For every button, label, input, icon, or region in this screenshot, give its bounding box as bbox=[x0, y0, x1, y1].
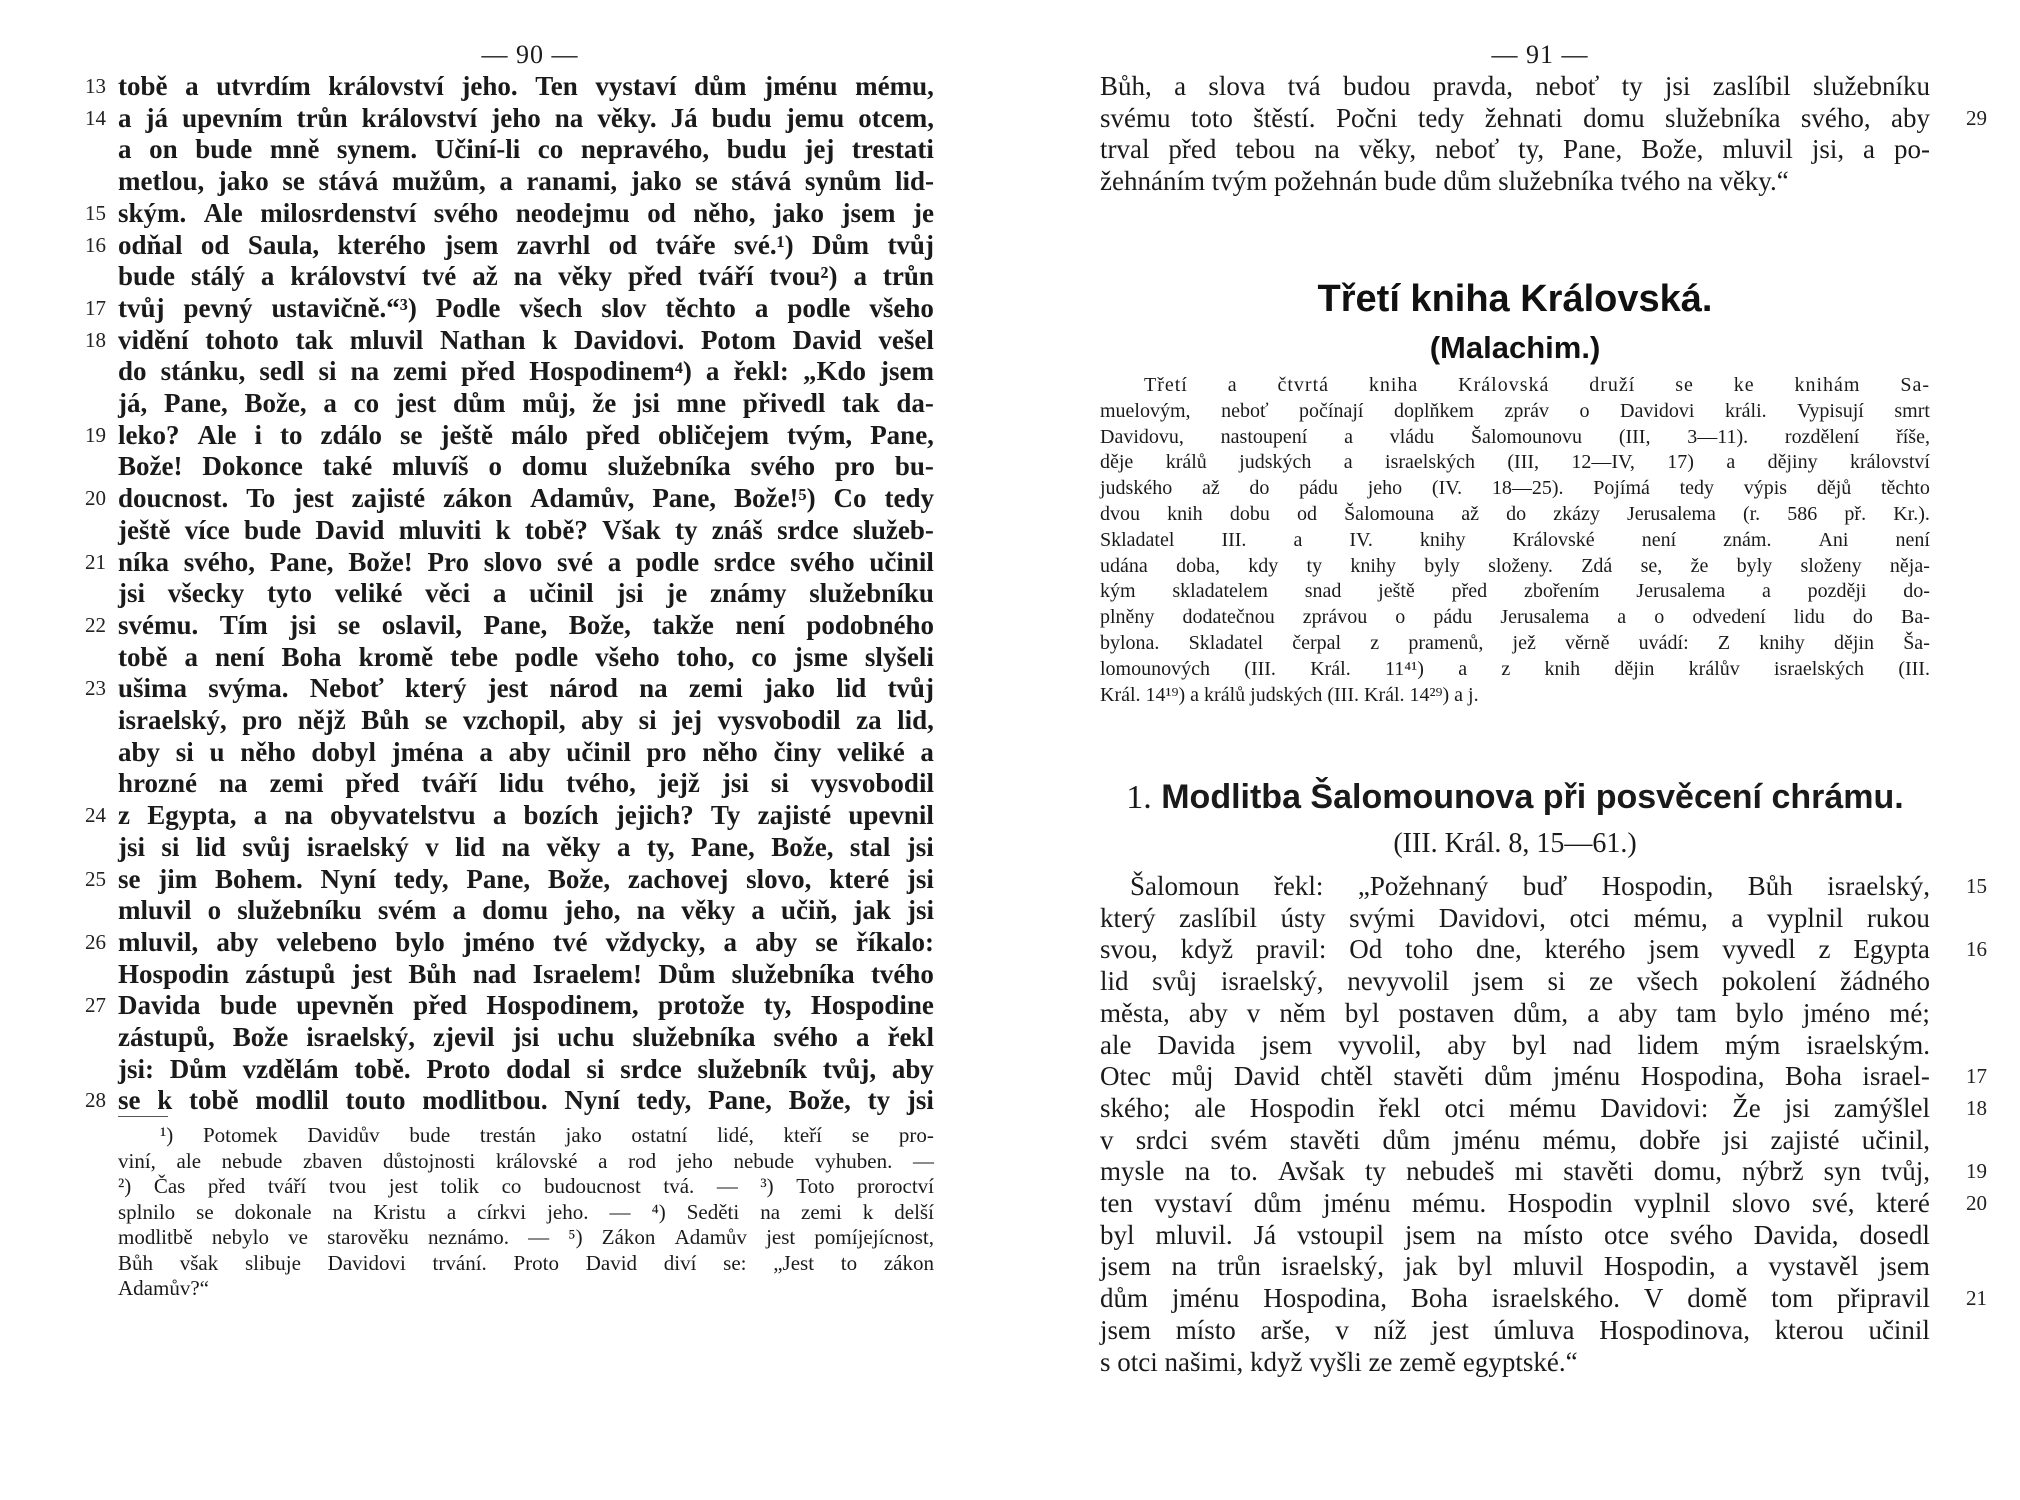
text-line: dům jménu Hospodina, Boha israelského. V domě tom připravil bbox=[1100, 1283, 1930, 1314]
text-line: který zaslíbil ústy svými Davidovi, otci mému, a vyplnil rukou bbox=[1100, 902, 1930, 933]
verse-number: 21 bbox=[1966, 1286, 1987, 1311]
book-title: Třetí kniha Královská. bbox=[1317, 278, 1713, 320]
text-line: města, aby v něm byl postaven dům, a aby tam bylo jméno mé; bbox=[1100, 997, 1930, 1028]
footnote-line: modlitbě nebylo ve starověku neznámo. — ⁵) Zákon Adamův jest pomíjejícnost, bbox=[118, 1225, 934, 1249]
text-line: israelský, pro nějž Bůh se vzchopil, aby si jej vysvobodil za lid, bbox=[118, 705, 934, 735]
verse-number: 28 bbox=[85, 1088, 106, 1113]
section-number: 1. bbox=[1126, 779, 1152, 816]
intro-line: judského až do pádu jeho (IV. 18—25). Pojímá tedy výpis dějů těchto bbox=[1100, 477, 1930, 500]
verse-number: 22 bbox=[85, 612, 106, 637]
text-line: Davida bude upevněn před Hospodinem, protože ty, Hospodine bbox=[118, 990, 934, 1021]
text-line: svému toto štěstí. Počni tedy žehnati domu služebníka svého, aby bbox=[1100, 102, 1930, 133]
text-line: jsem na trůn israelský, jak byl mluvil Hospodin, a vystavěl jsem bbox=[1100, 1251, 1930, 1282]
intro-line: Král. 14¹⁹) a králů judských (III. Král. 14²⁹) a j. bbox=[1100, 683, 1479, 706]
text-line: tobě a utvrdím království jeho. Ten vystaví dům jménu mému, bbox=[118, 71, 934, 101]
text-line: v srdci svém stavěti dům jménu mému, dobře jsi zajisté učinil, bbox=[1100, 1124, 1930, 1155]
footnote-line: ²) Čas před tváří tvou jest tolik co budoucnost tvá. — ³) Toto proroctví bbox=[118, 1174, 934, 1198]
text-line: žehnáním tvým požehnán bude dům služebníka tvého na věky.“ bbox=[1100, 166, 1789, 197]
text-line: mluvil o služebníku svém a domu jeho, na věky a učiň, jak jsi bbox=[118, 895, 934, 926]
text-line: ského; ale Hospodin řekl otci mému Davidovi: Že jsi zamýšlel bbox=[1100, 1092, 1930, 1123]
verse-number: 25 bbox=[85, 866, 106, 891]
footnote-line: ¹) Potomek Davidův bude trestán jako ostatní lidé, kteří se pro- bbox=[160, 1123, 934, 1147]
page-number: — 90 — bbox=[481, 40, 579, 69]
text-line: jsi: Dům vzdělám tobě. Proto dodal si srdce služebník tvůj, aby bbox=[118, 1053, 934, 1084]
text-line: ale Davida jsem vyvolil, aby byl nad lidem mým israelským. bbox=[1100, 1029, 1930, 1060]
intro-line: děje králů judských a israelských (III, 12—IV, 17) a dějiny království bbox=[1100, 451, 1930, 474]
footnote-line: viní, ale nebude zbaven důstojnosti královské a rod jeho nebude vyhuben. — bbox=[118, 1148, 934, 1173]
text-line: s otci našimi, když vyšli ze země egyptské.“ bbox=[1100, 1346, 1578, 1377]
section-title bbox=[1100, 778, 1930, 817]
intro-line: dvou knih dobu od Šalomouna až do zkázy Jerusalema (r. 586 př. Kr.). bbox=[1100, 503, 1930, 525]
text-line: ušima svýma. Neboť který jest národ na zemi jako lid tvůj bbox=[118, 673, 934, 704]
book-subtitle: (Malachim.) bbox=[1429, 330, 1601, 365]
intro-line: Davidovu, nastoupení a vládu Šalomounovu (III, 3—11). rozdělení říše, bbox=[1100, 425, 1930, 448]
verse-number: 19 bbox=[85, 422, 106, 447]
intro-line: lomounových (III. Král. 11⁴¹) a z knih dějin králův israelských (III. bbox=[1100, 657, 1930, 680]
text-line: Šalomoun řekl: „Požehnaný buď Hospodin, Bůh israelský, bbox=[1130, 871, 1930, 901]
text-line: a já upevním trůn království jeho na věky. Já budu jemu otcem, bbox=[118, 102, 934, 133]
text-line: se jim Bohem. Nyní tedy, Pane, Bože, zachovej slovo, které jsi bbox=[118, 863, 934, 894]
footnote-line: Bůh však slibuje Davidovi trvání. Proto David diví se: „Jest to zákon bbox=[118, 1250, 934, 1275]
footnote-divider bbox=[118, 1116, 168, 1117]
verse-number: 26 bbox=[85, 929, 106, 954]
text-line: tobě a není Boha kromě tebe podle všeho toho, co jsme slyšeli bbox=[118, 641, 934, 672]
right-page bbox=[1020, 0, 2020, 1500]
verse-number: 14 bbox=[85, 105, 106, 130]
verse-number: 18 bbox=[1966, 1095, 1987, 1120]
verse-number: 16 bbox=[85, 232, 106, 257]
text-line: jsi si lid svůj israelský v lid na věky a ty, Pane, Bože, stal jsi bbox=[118, 831, 934, 862]
text-line: trval před tebou na věky, neboť ty, Pane, Bože, mluvil jsi, a po- bbox=[1100, 134, 1930, 165]
text-line: ten vystaví dům jménu mému. Hospodin vyplnil slovo své, které bbox=[1100, 1188, 1930, 1218]
verse-number: 15 bbox=[1966, 874, 1987, 898]
text-line: a on bude mně synem. Učiní-li co nepravého, budu jej trestati bbox=[118, 134, 934, 165]
text-line: bude stálý a království tvé až na věky před tváří tvou²) a trůn bbox=[118, 261, 934, 292]
footnote-line: Adamův?“ bbox=[118, 1276, 209, 1300]
text-line: aby si u něho dobyl jména a aby učinil pro něho činy veliké a bbox=[118, 736, 934, 767]
text-line: Hospodin zástupů jest Bůh nad Israelem! Dům služebníka tvého bbox=[118, 958, 934, 989]
text-line: z Egypta, a na obyvatelstvu a bozích jejich? Ty zajisté upevnil bbox=[118, 800, 934, 831]
text-line: do stánku, sedl si na zemi před Hospodinem⁴) a řekl: „Kdo jsem bbox=[118, 356, 934, 387]
verse-number: 21 bbox=[85, 549, 106, 574]
verse-number: 15 bbox=[85, 200, 106, 225]
verse-number: 17 bbox=[1966, 1064, 1987, 1089]
text-line: hrozné na zemi před tváří lidu tvého, jejž jsi si vysvobodil bbox=[118, 768, 934, 799]
text-line: jsem místo arše, v níž jest úmluva Hospodinova, kterou učinil bbox=[1100, 1314, 1930, 1345]
text-line: jsi všecky tyto veliké věci a učinil jsi je známy služebníku bbox=[118, 578, 934, 609]
text-line: ským. Ale milosrdenství svého neodejmu od něho, jako jsem je bbox=[118, 197, 934, 228]
intro-line: Skladatel III. a IV. knihy Královské není znám. Ani není bbox=[1100, 528, 1930, 551]
text-line: doucnost. To jest zajisté zákon Adamův, Pane, Bože!⁵) Co tedy bbox=[118, 483, 934, 514]
text-line: zástupů, Bože israelský, zjevil jsi uchu služebníka svého a řekl bbox=[118, 1022, 934, 1052]
footnote-line: splnilo se dokonale na Kristu a církvi jeho. — ⁴) Seděti na zemi k delší bbox=[118, 1199, 934, 1224]
page-number: — 91 — bbox=[1491, 40, 1589, 69]
verse-number: 17 bbox=[85, 295, 106, 320]
verse-number: 19 bbox=[1966, 1159, 1987, 1184]
intro-line: kým skladatelem snad ještě před zbořením Jerusalema a později do- bbox=[1100, 580, 1930, 603]
text-line: níka svého, Pane, Bože! Pro slovo své a podle srdce svého učinil bbox=[118, 546, 934, 577]
text-line: mysle na to. Avšak ty nebudeš mi stavěti domu, nýbrž syn tvůj, bbox=[1100, 1156, 1930, 1187]
text-line: svému. Tím jsi se oslavil, Pane, Bože, takže není podobného bbox=[118, 609, 934, 640]
left-page bbox=[0, 0, 1000, 1500]
verse-number: 18 bbox=[85, 327, 106, 352]
text-line: já, Pane, Bože, a co jest dům můj, že jsi mne přivedl tak da- bbox=[118, 388, 934, 418]
section-title-text: Modlitba Šalomounova při posvěcení chrámu. bbox=[1161, 778, 1904, 816]
verse-number: 20 bbox=[1966, 1191, 1987, 1215]
text-line: byl mluvil. Já vstoupil jsem na místo otce svého Davida, dosedl bbox=[1100, 1219, 1930, 1250]
intro-line: muelovým, neboť počínají doplňkem zpráv o Davidovi králi. Vypisují smrt bbox=[1100, 399, 1930, 422]
text-line: leko? Ale i to zdálo se ještě málo před obličejem tvým, Pane, bbox=[118, 419, 934, 450]
intro-line: Třetí a čtvrtá kniha Královská druží se ke knihám Sa- bbox=[1144, 374, 1930, 396]
text-line: Otec můj David chtěl stavěti dům jménu Hospodina, Boha israel- bbox=[1100, 1061, 1930, 1092]
verse-number: 23 bbox=[85, 676, 106, 701]
text-line: tvůj pevný ustavičně.“³) Podle všech slov těchto a podle všeho bbox=[118, 292, 934, 323]
intro-line: udána doba, kdy ty knihy byly složeny. Zdá se, že byly složeny něja- bbox=[1100, 554, 1930, 577]
verse-number: 20 bbox=[85, 486, 106, 511]
text-line: odňal od Saula, kterého jsem zavrhl od tváře své.¹) Dům tvůj bbox=[118, 229, 934, 260]
text-line: Bože! Dokonce také mluvíš o domu služebníka svého pro bu- bbox=[118, 451, 934, 482]
verse-number: 16 bbox=[1966, 937, 1987, 962]
verse-number: 27 bbox=[85, 993, 106, 1018]
intro-line: plněny dodatečnou zprávou o pádu Jerusalema a o odvedení lidu do Ba- bbox=[1100, 606, 1930, 629]
text-line: metlou, jako se stává mužům, a ranami, jako se stává synům lid- bbox=[118, 166, 934, 197]
text-line: ještě více bude David mluviti k tobě? Však ty znáš srdce služeb- bbox=[118, 514, 934, 545]
text-line: se k tobě modlil touto modlitbou. Nyní tedy, Pane, Bože, ty jsi bbox=[118, 1085, 934, 1116]
text-line: vidění tohoto tak mluvil Nathan k Davidovi. Potom David vešel bbox=[118, 324, 934, 355]
intro-line: bylona. Skladatel čerpal z pramenů, jež věrně uvádí: Z knihy dějin Ša- bbox=[1100, 632, 1930, 654]
section-reference: (III. Král. 8, 15—61.) bbox=[1393, 828, 1637, 859]
text-line: Bůh, a slova tvá budou pravda, neboť ty jsi zaslíbil služebníku bbox=[1100, 71, 1930, 101]
verse-number: 29 bbox=[1966, 105, 1987, 130]
text-line: mluvil, aby velebeno bylo jméno tvé vždycky, a aby se říkalo: bbox=[118, 926, 934, 957]
text-line: svou, když pravil: Od toho dne, kterého jsem vyvedl z Egypta bbox=[1100, 934, 1930, 965]
verse-number: 24 bbox=[85, 803, 106, 828]
verse-number: 13 bbox=[85, 74, 106, 98]
text-line: lid svůj israelský, nevyvolil jsem si ze všech pokolení žádného bbox=[1100, 966, 1930, 997]
